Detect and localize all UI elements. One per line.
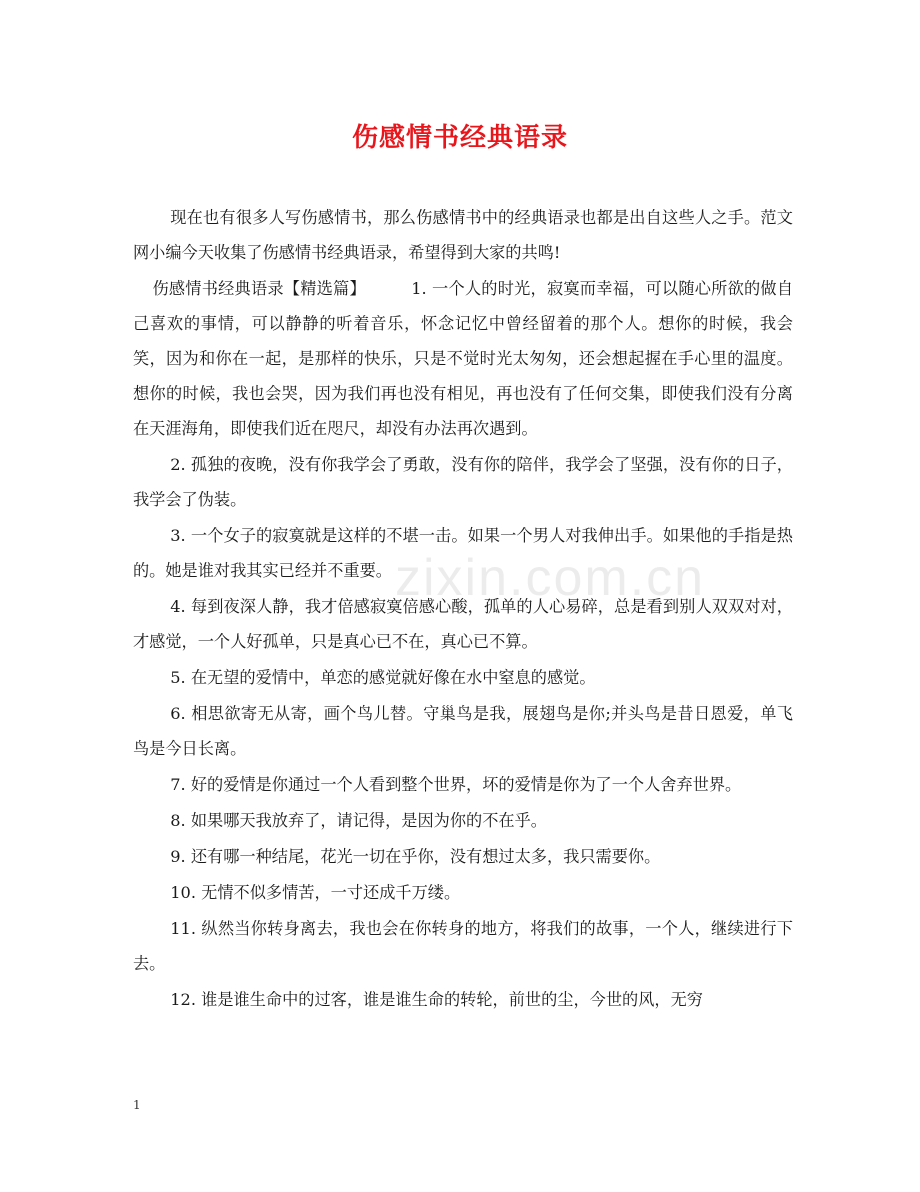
- list-item: 10. 无情不似多情苦，一寸还成千万缕。: [170, 883, 461, 902]
- section-paragraph: [133, 271, 793, 446]
- list-item: 11. 纵然当你转身离去，我也会在你转身的地方，将我们的故事，一个人，继续进行下去。: [133, 919, 793, 973]
- list-item: 2. 孤独的夜晚，没有你我学会了勇敢，没有你的陪伴，我学会了坚强，没有你的日子，我学会了伪装。: [133, 455, 793, 509]
- document-body: [133, 200, 793, 1017]
- section-heading: 伤感情书经典语录【精选篇】: [152, 279, 366, 298]
- list-item: 3. 一个女子的寂寞就是这样的不堪一击。如果一个男人对我伸出手。如果他的手指是热的。她是谁对我其实已经并不重要。: [133, 526, 793, 580]
- list-item: 4. 每到夜深人静，我才倍感寂寞倍感心酸，孤单的人心易碎，总是看到别人双双对对，才感觉，一个人好孤单，只是真心已不在，真心已不算。: [133, 597, 793, 651]
- list-item: 8. 如果哪天我放弃了，请记得，是因为你的不在乎。: [170, 811, 547, 830]
- list-item: 9. 还有哪一种结尾，花光一切在乎你，没有想过太多，我只需要你。: [170, 847, 661, 866]
- list-item: 6. 相思欲寄无从寄，画个鸟儿替。守巢鸟是我，展翅鸟是你;并头鸟是昔日恩爱，单飞鸟是今日长离。: [133, 704, 793, 758]
- list-item: 1. 一个人的时光，寂寞而幸福，可以随心所欲的做自己喜欢的事情，可以静静的听着音乐，怀念记忆中曾经留着的那个人。想你的时候，我会笑，因为和你在一起，是那样的快乐，只是不觉时光太匆匆，还会想起握在手心里的温度。想你的时候，我也会哭，因为我们再也没有相见，再也没有了任何交集，即使我们没有分离在天涯海角，即使我们近在咫尺，却没有办法再次遇到。: [133, 279, 794, 438]
- list-item: 7. 好的爱情是你通过一个人看到整个世界，坏的爱情是你为了一个人舍弃世界。: [170, 775, 742, 794]
- page-number: 1: [133, 1098, 141, 1112]
- watermark: zixin.com.cn: [395, 549, 706, 607]
- document-title: 伤感情书经典语录: [351, 123, 568, 153]
- list-item: 5. 在无望的爱情中，单恋的感觉就好像在水中窒息的感觉。: [170, 668, 596, 687]
- intro-paragraph: 现在也有很多人写伤感情书，那么伤感情书中的经典语录也都是出自这些人之手。范文网小编今天收集了伤感情书经典语录，希望得到大家的共鸣!: [133, 208, 793, 262]
- list-item: 12. 谁是谁生命中的过客，谁是谁生命的转轮，前世的尘，今世的风，无穷: [170, 990, 703, 1009]
